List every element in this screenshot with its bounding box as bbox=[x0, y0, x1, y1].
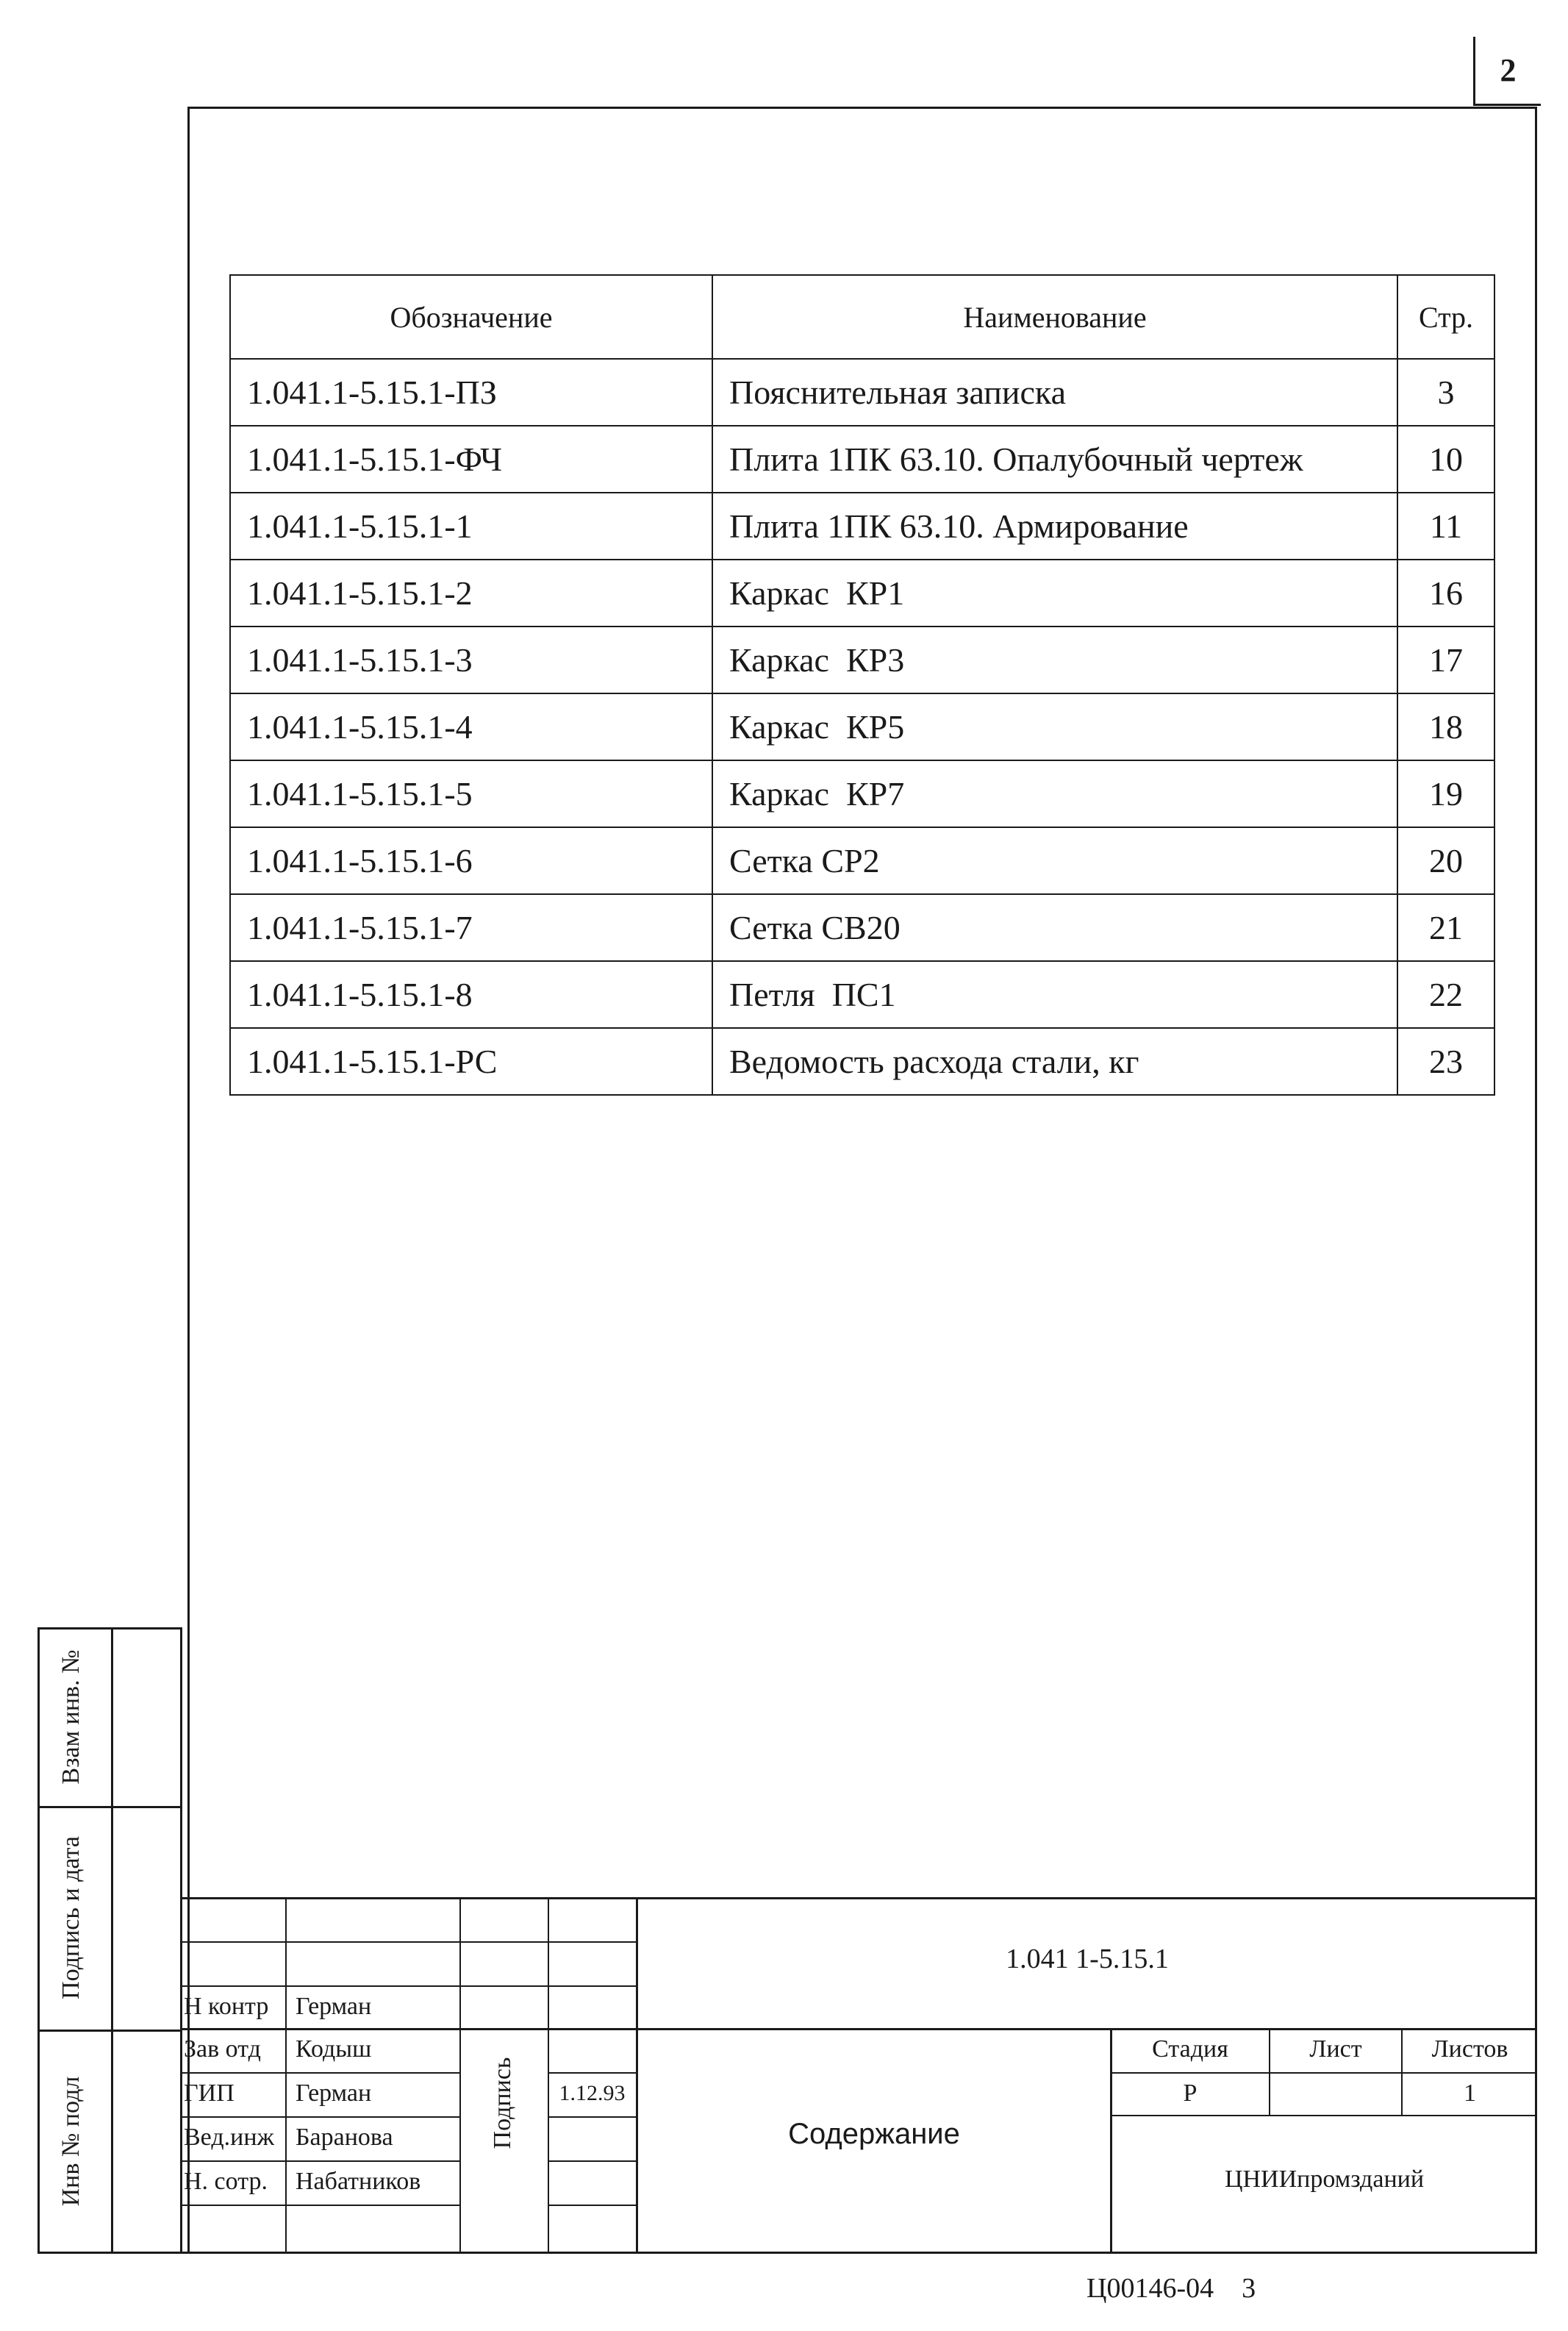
row-designation: 1.041.1-5.15.1-ПЗ bbox=[230, 359, 712, 426]
footer-code: Ц00146-04 3 bbox=[1086, 2273, 1256, 2304]
role-label: Н контр bbox=[184, 1993, 269, 2020]
role-label: Вед.инж bbox=[184, 2124, 275, 2151]
row-page: 19 bbox=[1397, 760, 1494, 827]
document-code: 1.041 1-5.15.1 bbox=[1006, 1943, 1169, 1974]
role-name: Герман bbox=[296, 1993, 372, 2020]
row-name: Каркас КР3 bbox=[712, 627, 1397, 693]
table-row bbox=[230, 426, 1494, 493]
row-designation: 1.041.1-5.15.1-5 bbox=[230, 760, 712, 827]
table-row bbox=[230, 894, 1494, 961]
table-row bbox=[230, 760, 1494, 827]
sheets-header: Листов bbox=[1431, 2035, 1508, 2063]
stage-header: Стадия bbox=[1152, 2035, 1228, 2063]
row-designation: 1.041.1-5.15.1-6 bbox=[230, 827, 712, 894]
row-name: Плита 1ПК 63.10. Опалубочный чертеж bbox=[712, 426, 1397, 493]
row-page: 16 bbox=[1397, 560, 1494, 627]
replacement-inv-label: Взам инв. № bbox=[57, 1649, 85, 1785]
contents-header-row bbox=[230, 275, 1494, 359]
row-name: Ведомость расхода стали, кг bbox=[712, 1028, 1397, 1095]
row-designation: 1.041.1-5.15.1-7 bbox=[230, 894, 712, 961]
row-page: 18 bbox=[1397, 693, 1494, 760]
row-designation: 1.041.1-5.15.1-8 bbox=[230, 961, 712, 1028]
row-page: 17 bbox=[1397, 627, 1494, 693]
row-name: Каркас КР1 bbox=[712, 560, 1397, 627]
row-name: Каркас КР7 bbox=[712, 760, 1397, 827]
row-designation: 1.041.1-5.15.1-4 bbox=[230, 693, 712, 760]
header-page: Стр. bbox=[1397, 275, 1494, 359]
row-name: Пояснительная записка bbox=[712, 359, 1397, 426]
header-designation: Обозначение bbox=[230, 275, 712, 359]
role-name: Набатников bbox=[296, 2168, 421, 2195]
organization: ЦНИИпромзданий bbox=[1224, 2166, 1425, 2193]
table-row bbox=[230, 560, 1494, 627]
table-row bbox=[230, 827, 1494, 894]
table-row bbox=[230, 961, 1494, 1028]
sheets-value: 1 bbox=[1464, 2080, 1476, 2107]
role-label: Н. сотр. bbox=[184, 2168, 268, 2195]
row-name: Сетка СВ20 bbox=[712, 894, 1397, 961]
row-page: 22 bbox=[1397, 961, 1494, 1028]
role-label: ГИП bbox=[184, 2080, 235, 2107]
table-row bbox=[230, 627, 1494, 693]
row-designation: 1.041.1-5.15.1-3 bbox=[230, 627, 712, 693]
role-name: Кодыш bbox=[296, 2035, 372, 2063]
table-row bbox=[230, 493, 1494, 560]
role-label: Зав отд bbox=[184, 2035, 261, 2063]
row-page: 20 bbox=[1397, 827, 1494, 894]
row-page: 3 bbox=[1397, 359, 1494, 426]
row-name: Каркас КР5 bbox=[712, 693, 1397, 760]
sheet-header: Лист bbox=[1309, 2035, 1362, 2063]
signature-label: Подпись bbox=[489, 2057, 516, 2149]
inv-original-label: Инв № подл bbox=[57, 2076, 85, 2207]
date-value: 1.12.93 bbox=[559, 2081, 626, 2105]
table-row bbox=[230, 693, 1494, 760]
row-name: Петля ПС1 bbox=[712, 961, 1397, 1028]
row-page: 11 bbox=[1397, 493, 1494, 560]
row-designation: 1.041.1-5.15.1-РС bbox=[230, 1028, 712, 1095]
row-name: Плита 1ПК 63.10. Армирование bbox=[712, 493, 1397, 560]
page-number: 2 bbox=[1473, 37, 1541, 106]
signature-date-label: Подпись и дата bbox=[57, 1836, 85, 1999]
table-row bbox=[230, 1028, 1494, 1095]
row-designation: 1.041.1-5.15.1-1 bbox=[230, 493, 712, 560]
row-designation: 1.041.1-5.15.1-ФЧ bbox=[230, 426, 712, 493]
header-name: Наименование bbox=[712, 275, 1397, 359]
role-name: Баранова bbox=[296, 2124, 393, 2151]
table-row bbox=[230, 359, 1494, 426]
contents-table bbox=[229, 274, 1495, 1096]
role-name: Герман bbox=[296, 2080, 372, 2107]
sheet-title: Содержание bbox=[788, 2118, 960, 2150]
row-name: Сетка СР2 bbox=[712, 827, 1397, 894]
row-designation: 1.041.1-5.15.1-2 bbox=[230, 560, 712, 627]
stage-value: Р bbox=[1183, 2080, 1198, 2107]
row-page: 23 bbox=[1397, 1028, 1494, 1095]
row-page: 10 bbox=[1397, 426, 1494, 493]
row-page: 21 bbox=[1397, 894, 1494, 961]
